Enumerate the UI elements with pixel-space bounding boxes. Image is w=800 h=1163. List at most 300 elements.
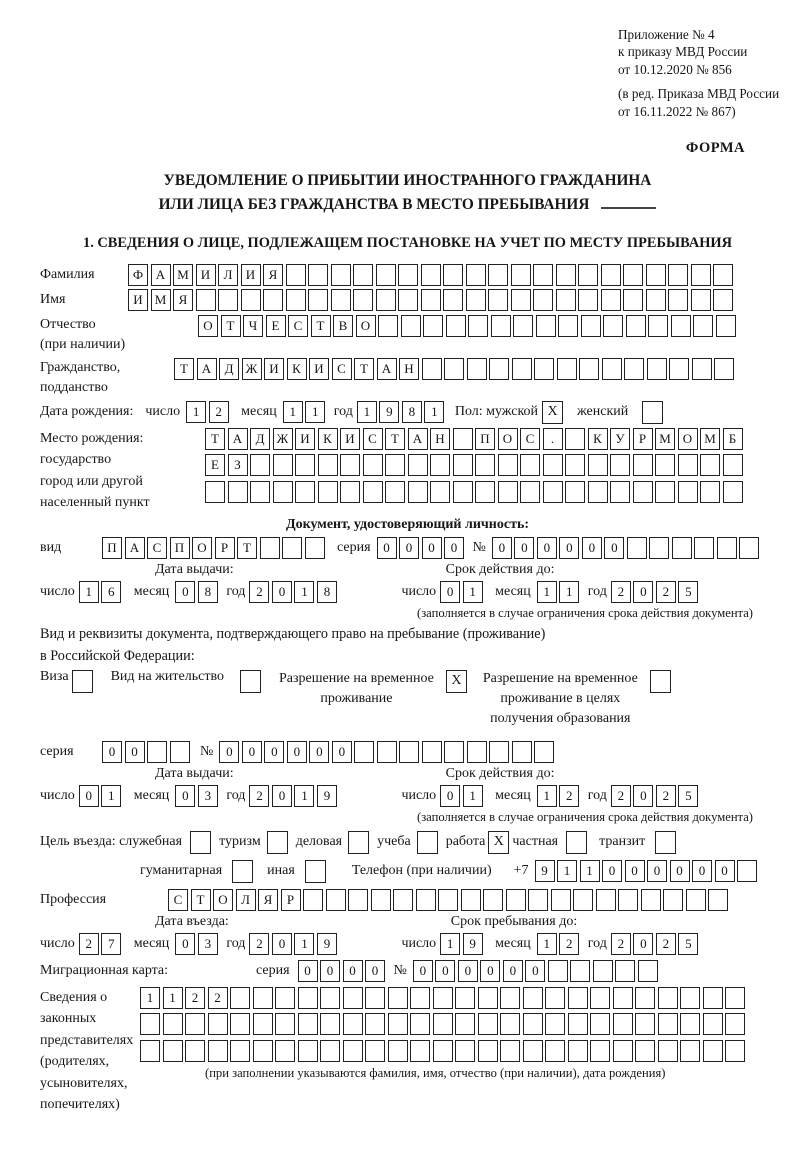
char-cell[interactable] bbox=[568, 987, 588, 1009]
char-cell[interactable] bbox=[422, 358, 442, 380]
char-cell[interactable] bbox=[488, 289, 508, 311]
char-cell[interactable] bbox=[353, 264, 373, 286]
char-cell[interactable]: 0 bbox=[647, 860, 667, 882]
char-cell[interactable]: 0 bbox=[377, 537, 397, 559]
char-cell[interactable] bbox=[558, 315, 578, 337]
char-cell[interactable]: З bbox=[228, 454, 248, 476]
char-cell[interactable] bbox=[443, 289, 463, 311]
char-cell[interactable]: Т bbox=[237, 537, 257, 559]
char-cell[interactable]: 0 bbox=[320, 960, 340, 982]
char-cell[interactable]: 6 bbox=[101, 581, 121, 603]
char-cell[interactable] bbox=[692, 358, 712, 380]
char-cell[interactable] bbox=[365, 1013, 385, 1035]
char-cell[interactable] bbox=[388, 987, 408, 1009]
char-cell[interactable] bbox=[196, 289, 216, 311]
char-cell[interactable] bbox=[641, 889, 661, 911]
char-cell[interactable]: 0 bbox=[633, 933, 653, 955]
char-cell[interactable] bbox=[723, 481, 743, 503]
char-cell[interactable]: И bbox=[264, 358, 284, 380]
char-cell[interactable] bbox=[354, 741, 374, 763]
char-cell[interactable] bbox=[444, 358, 464, 380]
char-cell[interactable] bbox=[430, 481, 450, 503]
char-cell[interactable] bbox=[408, 454, 428, 476]
char-cell[interactable]: И bbox=[309, 358, 329, 380]
char-cell[interactable]: 5 bbox=[678, 785, 698, 807]
char-cell[interactable]: 9 bbox=[463, 933, 483, 955]
char-cell[interactable] bbox=[498, 454, 518, 476]
male-checkbox[interactable]: X bbox=[542, 401, 563, 424]
char-cell[interactable] bbox=[423, 315, 443, 337]
char-cell[interactable]: 8 bbox=[402, 401, 422, 423]
char-cell[interactable] bbox=[273, 481, 293, 503]
char-cell[interactable]: 1 bbox=[101, 785, 121, 807]
char-cell[interactable]: И bbox=[340, 428, 360, 450]
char-cell[interactable] bbox=[410, 1013, 430, 1035]
temp-residence-edu-checkbox[interactable] bbox=[650, 670, 671, 693]
char-cell[interactable]: 0 bbox=[440, 581, 460, 603]
char-cell[interactable] bbox=[320, 1013, 340, 1035]
char-cell[interactable]: Т bbox=[191, 889, 211, 911]
char-cell[interactable] bbox=[446, 315, 466, 337]
char-cell[interactable]: А bbox=[377, 358, 397, 380]
char-cell[interactable]: 1 bbox=[357, 401, 377, 423]
purpose-business-checkbox[interactable] bbox=[348, 831, 369, 854]
char-cell[interactable]: У bbox=[610, 428, 630, 450]
char-cell[interactable]: 8 bbox=[317, 581, 337, 603]
char-cell[interactable] bbox=[623, 264, 643, 286]
char-cell[interactable]: 0 bbox=[399, 537, 419, 559]
char-cell[interactable] bbox=[241, 289, 261, 311]
char-cell[interactable]: 5 bbox=[678, 933, 698, 955]
char-cell[interactable] bbox=[250, 454, 270, 476]
char-cell[interactable] bbox=[468, 315, 488, 337]
char-cell[interactable] bbox=[716, 315, 736, 337]
char-cell[interactable] bbox=[263, 289, 283, 311]
purpose-study-checkbox[interactable] bbox=[417, 831, 438, 854]
char-cell[interactable] bbox=[615, 960, 635, 982]
char-cell[interactable] bbox=[498, 481, 518, 503]
char-cell[interactable]: А bbox=[228, 428, 248, 450]
char-cell[interactable]: Д bbox=[219, 358, 239, 380]
char-cell[interactable] bbox=[208, 1040, 228, 1062]
char-cell[interactable]: А bbox=[197, 358, 217, 380]
char-cell[interactable] bbox=[489, 358, 509, 380]
char-cell[interactable]: 0 bbox=[444, 537, 464, 559]
char-cell[interactable] bbox=[295, 454, 315, 476]
char-cell[interactable] bbox=[478, 1040, 498, 1062]
char-cell[interactable] bbox=[353, 289, 373, 311]
char-cell[interactable] bbox=[579, 358, 599, 380]
char-cell[interactable] bbox=[466, 289, 486, 311]
char-cell[interactable] bbox=[613, 987, 633, 1009]
char-cell[interactable] bbox=[588, 481, 608, 503]
char-cell[interactable] bbox=[308, 264, 328, 286]
char-cell[interactable] bbox=[308, 289, 328, 311]
char-cell[interactable] bbox=[691, 264, 711, 286]
char-cell[interactable]: Н bbox=[399, 358, 419, 380]
char-cell[interactable] bbox=[545, 1013, 565, 1035]
char-cell[interactable] bbox=[533, 289, 553, 311]
char-cell[interactable] bbox=[371, 889, 391, 911]
char-cell[interactable] bbox=[627, 537, 647, 559]
char-cell[interactable]: Я bbox=[263, 264, 283, 286]
char-cell[interactable] bbox=[500, 987, 520, 1009]
char-cell[interactable] bbox=[433, 987, 453, 1009]
char-cell[interactable]: 0 bbox=[440, 785, 460, 807]
char-cell[interactable] bbox=[671, 315, 691, 337]
char-cell[interactable]: 2 bbox=[209, 401, 229, 423]
char-cell[interactable] bbox=[545, 987, 565, 1009]
char-cell[interactable] bbox=[365, 987, 385, 1009]
char-cell[interactable] bbox=[275, 987, 295, 1009]
char-cell[interactable]: 0 bbox=[272, 581, 292, 603]
char-cell[interactable]: Б bbox=[723, 428, 743, 450]
char-cell[interactable] bbox=[601, 289, 621, 311]
char-cell[interactable] bbox=[565, 454, 585, 476]
char-cell[interactable]: 2 bbox=[185, 987, 205, 1009]
char-cell[interactable]: 1 bbox=[537, 581, 557, 603]
char-cell[interactable] bbox=[613, 1040, 633, 1062]
char-cell[interactable]: 0 bbox=[242, 741, 262, 763]
char-cell[interactable]: О bbox=[192, 537, 212, 559]
char-cell[interactable]: С bbox=[363, 428, 383, 450]
char-cell[interactable]: Л bbox=[236, 889, 256, 911]
char-cell[interactable] bbox=[668, 289, 688, 311]
char-cell[interactable]: 1 bbox=[305, 401, 325, 423]
char-cell[interactable] bbox=[320, 987, 340, 1009]
char-cell[interactable]: 1 bbox=[283, 401, 303, 423]
char-cell[interactable] bbox=[298, 1013, 318, 1035]
char-cell[interactable] bbox=[512, 741, 532, 763]
char-cell[interactable] bbox=[649, 537, 669, 559]
char-cell[interactable]: 0 bbox=[480, 960, 500, 982]
char-cell[interactable]: 1 bbox=[580, 860, 600, 882]
char-cell[interactable]: 0 bbox=[458, 960, 478, 982]
char-cell[interactable]: 0 bbox=[175, 581, 195, 603]
char-cell[interactable] bbox=[455, 1040, 475, 1062]
char-cell[interactable] bbox=[523, 987, 543, 1009]
char-cell[interactable] bbox=[725, 1040, 745, 1062]
char-cell[interactable] bbox=[303, 889, 323, 911]
char-cell[interactable] bbox=[438, 889, 458, 911]
char-cell[interactable]: 9 bbox=[317, 933, 337, 955]
char-cell[interactable]: 0 bbox=[537, 537, 557, 559]
char-cell[interactable]: Н bbox=[430, 428, 450, 450]
char-cell[interactable] bbox=[421, 289, 441, 311]
residence-permit-checkbox[interactable] bbox=[240, 670, 261, 693]
char-cell[interactable]: 1 bbox=[463, 581, 483, 603]
char-cell[interactable] bbox=[478, 987, 498, 1009]
char-cell[interactable] bbox=[570, 960, 590, 982]
char-cell[interactable]: 9 bbox=[379, 401, 399, 423]
char-cell[interactable] bbox=[565, 481, 585, 503]
char-cell[interactable] bbox=[461, 889, 481, 911]
char-cell[interactable] bbox=[557, 358, 577, 380]
char-cell[interactable]: 0 bbox=[175, 933, 195, 955]
char-cell[interactable]: 0 bbox=[175, 785, 195, 807]
char-cell[interactable]: О bbox=[498, 428, 518, 450]
char-cell[interactable]: И bbox=[241, 264, 261, 286]
char-cell[interactable] bbox=[421, 264, 441, 286]
char-cell[interactable] bbox=[455, 1013, 475, 1035]
char-cell[interactable] bbox=[410, 1040, 430, 1062]
char-cell[interactable]: М bbox=[700, 428, 720, 450]
char-cell[interactable] bbox=[602, 358, 622, 380]
char-cell[interactable]: 5 bbox=[678, 581, 698, 603]
char-cell[interactable]: К bbox=[318, 428, 338, 450]
char-cell[interactable]: П bbox=[170, 537, 190, 559]
char-cell[interactable]: 0 bbox=[633, 581, 653, 603]
char-cell[interactable]: 0 bbox=[125, 741, 145, 763]
char-cell[interactable]: 0 bbox=[514, 537, 534, 559]
char-cell[interactable] bbox=[453, 428, 473, 450]
char-cell[interactable] bbox=[444, 741, 464, 763]
char-cell[interactable]: 2 bbox=[611, 581, 631, 603]
char-cell[interactable]: 0 bbox=[604, 537, 624, 559]
char-cell[interactable]: 0 bbox=[298, 960, 318, 982]
char-cell[interactable]: С bbox=[520, 428, 540, 450]
char-cell[interactable] bbox=[658, 1040, 678, 1062]
char-cell[interactable] bbox=[260, 537, 280, 559]
char-cell[interactable] bbox=[686, 889, 706, 911]
char-cell[interactable] bbox=[568, 1040, 588, 1062]
char-cell[interactable]: Ж bbox=[273, 428, 293, 450]
char-cell[interactable]: 9 bbox=[317, 785, 337, 807]
char-cell[interactable] bbox=[613, 1013, 633, 1035]
char-cell[interactable] bbox=[275, 1040, 295, 1062]
char-cell[interactable]: А bbox=[125, 537, 145, 559]
char-cell[interactable] bbox=[603, 315, 623, 337]
char-cell[interactable] bbox=[534, 358, 554, 380]
char-cell[interactable]: Р bbox=[281, 889, 301, 911]
char-cell[interactable] bbox=[399, 741, 419, 763]
char-cell[interactable]: 2 bbox=[611, 933, 631, 955]
char-cell[interactable]: 0 bbox=[670, 860, 690, 882]
char-cell[interactable] bbox=[590, 1013, 610, 1035]
char-cell[interactable] bbox=[500, 1040, 520, 1062]
char-cell[interactable]: Т bbox=[205, 428, 225, 450]
char-cell[interactable] bbox=[700, 454, 720, 476]
char-cell[interactable] bbox=[528, 889, 548, 911]
char-cell[interactable] bbox=[551, 889, 571, 911]
char-cell[interactable] bbox=[725, 987, 745, 1009]
char-cell[interactable]: Я bbox=[258, 889, 278, 911]
char-cell[interactable] bbox=[488, 264, 508, 286]
visa-checkbox[interactable] bbox=[72, 670, 93, 693]
char-cell[interactable] bbox=[658, 1013, 678, 1035]
char-cell[interactable] bbox=[230, 1013, 250, 1035]
char-cell[interactable] bbox=[408, 481, 428, 503]
char-cell[interactable]: С bbox=[168, 889, 188, 911]
char-cell[interactable] bbox=[433, 1013, 453, 1035]
char-cell[interactable]: 0 bbox=[625, 860, 645, 882]
char-cell[interactable] bbox=[536, 315, 556, 337]
char-cell[interactable] bbox=[568, 1013, 588, 1035]
char-cell[interactable] bbox=[635, 1040, 655, 1062]
char-cell[interactable] bbox=[578, 289, 598, 311]
char-cell[interactable]: О bbox=[678, 428, 698, 450]
char-cell[interactable]: 1 bbox=[537, 933, 557, 955]
char-cell[interactable] bbox=[678, 481, 698, 503]
char-cell[interactable]: 7 bbox=[101, 933, 121, 955]
char-cell[interactable] bbox=[230, 1040, 250, 1062]
char-cell[interactable] bbox=[398, 264, 418, 286]
char-cell[interactable]: 0 bbox=[102, 741, 122, 763]
char-cell[interactable]: 0 bbox=[287, 741, 307, 763]
char-cell[interactable] bbox=[185, 1040, 205, 1062]
char-cell[interactable] bbox=[298, 1040, 318, 1062]
char-cell[interactable] bbox=[511, 289, 531, 311]
char-cell[interactable]: 2 bbox=[249, 933, 269, 955]
char-cell[interactable] bbox=[691, 289, 711, 311]
char-cell[interactable] bbox=[511, 264, 531, 286]
char-cell[interactable]: М bbox=[655, 428, 675, 450]
char-cell[interactable]: 0 bbox=[503, 960, 523, 982]
char-cell[interactable]: Е bbox=[266, 315, 286, 337]
char-cell[interactable] bbox=[725, 1013, 745, 1035]
char-cell[interactable] bbox=[365, 1040, 385, 1062]
char-cell[interactable]: . bbox=[543, 428, 563, 450]
char-cell[interactable] bbox=[443, 264, 463, 286]
char-cell[interactable]: 0 bbox=[79, 785, 99, 807]
purpose-transit-checkbox[interactable] bbox=[655, 831, 676, 854]
char-cell[interactable] bbox=[713, 289, 733, 311]
char-cell[interactable] bbox=[655, 454, 675, 476]
char-cell[interactable] bbox=[275, 1013, 295, 1035]
char-cell[interactable] bbox=[548, 960, 568, 982]
char-cell[interactable]: 3 bbox=[198, 785, 218, 807]
char-cell[interactable] bbox=[230, 987, 250, 1009]
temp-residence-checkbox[interactable]: X bbox=[446, 670, 467, 693]
char-cell[interactable] bbox=[623, 289, 643, 311]
char-cell[interactable] bbox=[506, 889, 526, 911]
char-cell[interactable]: В bbox=[333, 315, 353, 337]
char-cell[interactable] bbox=[593, 960, 613, 982]
char-cell[interactable] bbox=[717, 537, 737, 559]
char-cell[interactable] bbox=[647, 358, 667, 380]
char-cell[interactable]: Е bbox=[205, 454, 225, 476]
char-cell[interactable] bbox=[318, 481, 338, 503]
char-cell[interactable]: С bbox=[332, 358, 352, 380]
char-cell[interactable]: 2 bbox=[559, 785, 579, 807]
char-cell[interactable]: 0 bbox=[332, 741, 352, 763]
char-cell[interactable] bbox=[588, 454, 608, 476]
char-cell[interactable] bbox=[680, 987, 700, 1009]
char-cell[interactable]: 3 bbox=[198, 933, 218, 955]
char-cell[interactable] bbox=[228, 481, 248, 503]
char-cell[interactable] bbox=[635, 987, 655, 1009]
char-cell[interactable]: Ф bbox=[128, 264, 148, 286]
char-cell[interactable]: К bbox=[588, 428, 608, 450]
char-cell[interactable] bbox=[163, 1013, 183, 1035]
char-cell[interactable] bbox=[331, 264, 351, 286]
char-cell[interactable] bbox=[295, 481, 315, 503]
char-cell[interactable]: 1 bbox=[294, 581, 314, 603]
char-cell[interactable] bbox=[723, 454, 743, 476]
char-cell[interactable]: М bbox=[173, 264, 193, 286]
char-cell[interactable] bbox=[410, 987, 430, 1009]
purpose-tourism-checkbox[interactable] bbox=[267, 831, 288, 854]
char-cell[interactable] bbox=[680, 1040, 700, 1062]
char-cell[interactable]: 0 bbox=[435, 960, 455, 982]
char-cell[interactable]: И bbox=[196, 264, 216, 286]
char-cell[interactable] bbox=[433, 1040, 453, 1062]
char-cell[interactable] bbox=[680, 1013, 700, 1035]
char-cell[interactable] bbox=[250, 481, 270, 503]
char-cell[interactable] bbox=[422, 741, 442, 763]
char-cell[interactable]: 0 bbox=[582, 537, 602, 559]
char-cell[interactable] bbox=[377, 741, 397, 763]
char-cell[interactable] bbox=[573, 889, 593, 911]
char-cell[interactable] bbox=[343, 987, 363, 1009]
char-cell[interactable]: 0 bbox=[309, 741, 329, 763]
char-cell[interactable] bbox=[455, 987, 475, 1009]
char-cell[interactable] bbox=[393, 889, 413, 911]
char-cell[interactable] bbox=[543, 481, 563, 503]
char-cell[interactable]: Л bbox=[218, 264, 238, 286]
char-cell[interactable] bbox=[624, 358, 644, 380]
char-cell[interactable] bbox=[646, 289, 666, 311]
char-cell[interactable] bbox=[565, 428, 585, 450]
char-cell[interactable]: 2 bbox=[656, 581, 676, 603]
char-cell[interactable]: 1 bbox=[186, 401, 206, 423]
purpose-humanitarian-checkbox[interactable] bbox=[232, 860, 253, 883]
char-cell[interactable] bbox=[610, 481, 630, 503]
char-cell[interactable] bbox=[363, 454, 383, 476]
char-cell[interactable] bbox=[590, 987, 610, 1009]
char-cell[interactable]: 0 bbox=[365, 960, 385, 982]
char-cell[interactable] bbox=[326, 889, 346, 911]
char-cell[interactable]: Я bbox=[173, 289, 193, 311]
char-cell[interactable]: 1 bbox=[537, 785, 557, 807]
char-cell[interactable] bbox=[708, 889, 728, 911]
char-cell[interactable] bbox=[520, 481, 540, 503]
char-cell[interactable] bbox=[343, 1013, 363, 1035]
char-cell[interactable] bbox=[401, 315, 421, 337]
char-cell[interactable] bbox=[340, 454, 360, 476]
char-cell[interactable]: О bbox=[213, 889, 233, 911]
char-cell[interactable]: Т bbox=[311, 315, 331, 337]
char-cell[interactable] bbox=[453, 454, 473, 476]
char-cell[interactable] bbox=[453, 481, 473, 503]
char-cell[interactable] bbox=[648, 315, 668, 337]
char-cell[interactable] bbox=[478, 1013, 498, 1035]
char-cell[interactable]: 1 bbox=[79, 581, 99, 603]
char-cell[interactable]: 2 bbox=[559, 933, 579, 955]
char-cell[interactable] bbox=[500, 1013, 520, 1035]
char-cell[interactable]: И bbox=[295, 428, 315, 450]
char-cell[interactable] bbox=[668, 264, 688, 286]
char-cell[interactable] bbox=[581, 315, 601, 337]
char-cell[interactable]: 9 bbox=[535, 860, 555, 882]
char-cell[interactable]: 0 bbox=[272, 785, 292, 807]
char-cell[interactable]: 0 bbox=[559, 537, 579, 559]
char-cell[interactable] bbox=[663, 889, 683, 911]
char-cell[interactable]: 0 bbox=[422, 537, 442, 559]
char-cell[interactable] bbox=[208, 1013, 228, 1035]
char-cell[interactable]: О bbox=[356, 315, 376, 337]
char-cell[interactable]: Т bbox=[221, 315, 241, 337]
char-cell[interactable] bbox=[534, 741, 554, 763]
char-cell[interactable]: 2 bbox=[656, 785, 676, 807]
char-cell[interactable] bbox=[205, 481, 225, 503]
char-cell[interactable] bbox=[318, 454, 338, 476]
char-cell[interactable] bbox=[253, 1013, 273, 1035]
char-cell[interactable] bbox=[556, 264, 576, 286]
char-cell[interactable] bbox=[385, 481, 405, 503]
char-cell[interactable] bbox=[638, 960, 658, 982]
char-cell[interactable]: 2 bbox=[611, 785, 631, 807]
